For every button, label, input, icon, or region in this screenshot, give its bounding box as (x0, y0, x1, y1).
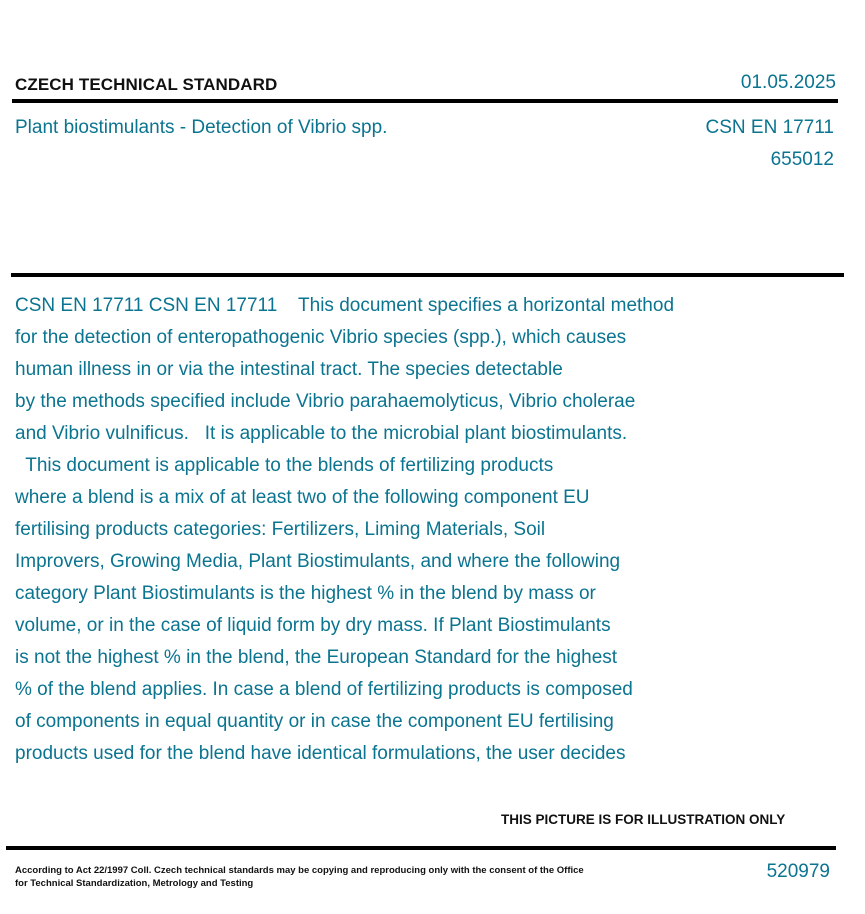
publication-date: 01.05.2025 (740, 72, 836, 93)
document-number: 520979 (766, 861, 830, 882)
footer-rule (6, 846, 836, 850)
abstract-line: for the detection of enteropathogenic Vibrio species (spp.), which causes (15, 327, 627, 348)
document-title: Plant biostimulants - Detection of Vibrio spp. (15, 117, 388, 138)
legal-notice (15, 865, 584, 890)
abstract-line: % of the blend applies. In case a blend of fertilizing products is composed (15, 679, 633, 700)
standard-type-heading: CZECH TECHNICAL STANDARD (15, 75, 278, 94)
abstract-line: category Plant Biostimulants is the highest % in the blend by mass or (15, 583, 596, 604)
illustration-note: THIS PICTURE IS FOR ILLUSTRATION ONLY (501, 812, 786, 827)
abstract-line: products used for the blend have identical formulations, the user decides (15, 743, 626, 764)
abstract-line: where a blend is a mix of at least two of the following component EU (15, 487, 590, 508)
abstract-line: volume, or in the case of liquid form by dry mass. If Plant Biostimulants (15, 615, 611, 636)
abstract-line: by the methods specified include Vibrio parahaemolyticus, Vibrio cholerae (15, 391, 636, 412)
standard-code: CSN EN 17711 (705, 117, 834, 138)
abstract-line: and Vibrio vulnificus. It is applicable to the microbial plant biostimulants. (15, 423, 628, 444)
abstract-line: is not the highest % in the blend, the European Standard for the highest (15, 647, 618, 668)
abstract-line: fertilising products categories: Fertilizers, Liming Materials, Soil (15, 519, 546, 540)
class-number: 655012 (770, 149, 834, 170)
legal-notice-line: for Technical Standardization, Metrology and Testing (15, 877, 254, 889)
top-rule (12, 99, 838, 103)
legal-notice-line: According to Act 22/1997 Coll. Czech technical standards may be copying and reproducing only with the consent of the Office (15, 865, 584, 876)
abstract-line: CSN EN 17711 CSN EN 17711 This document specifies a horizontal method (15, 295, 675, 316)
section-rule (11, 273, 844, 277)
abstract-text (15, 290, 815, 770)
abstract-line: of components in equal quantity or in case the component EU fertilising (15, 711, 614, 732)
abstract-line: Improvers, Growing Media, Plant Biostimulants, and where the following (15, 551, 621, 572)
abstract-line: This document is applicable to the blends of fertilizing products (15, 455, 554, 476)
abstract-line: human illness in or via the intestinal tract. The species detectable (15, 359, 563, 380)
